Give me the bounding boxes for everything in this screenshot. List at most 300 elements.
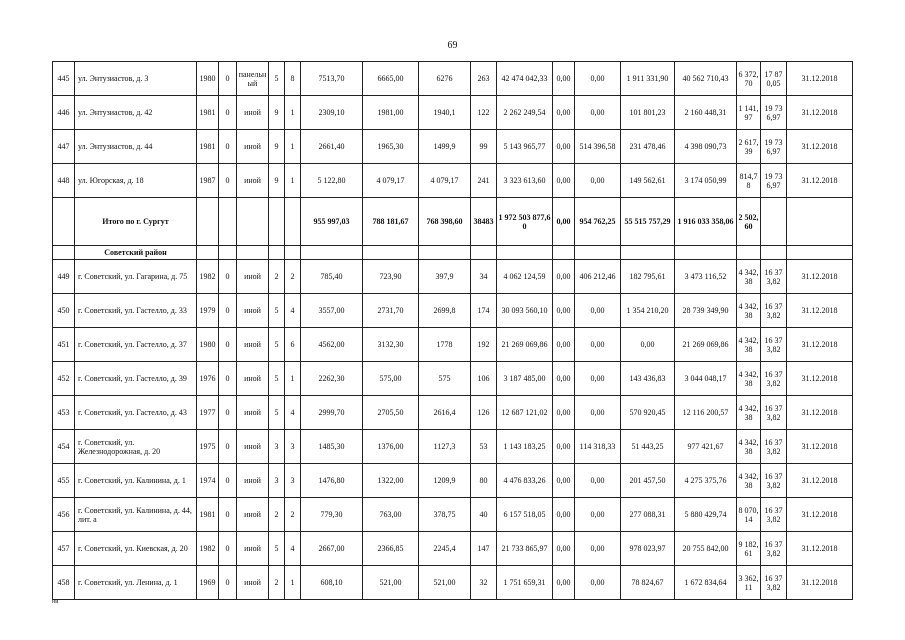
district-empty-cell xyxy=(497,246,553,260)
unit-cost-cell: 4 342,38 xyxy=(737,362,761,396)
wall-material-cell: иной xyxy=(237,260,269,294)
total-cost-cell: 1 143 183,25 xyxy=(497,430,553,464)
residential-area-cell: 4 079,17 xyxy=(363,164,419,198)
district-empty-cell xyxy=(269,246,285,260)
total-cost: 1 972 503 877,60 xyxy=(497,198,553,246)
fund-local-cell: 78 824,67 xyxy=(621,566,675,600)
entrances-cell: 4 xyxy=(285,294,301,328)
deadline-cell: 31.12.2018 xyxy=(787,532,853,566)
max-unit-cost-cell: 16 373,82 xyxy=(761,464,787,498)
total-label: Итого по г. Сургут xyxy=(75,198,197,246)
year-built-cell: 1980 xyxy=(197,62,219,96)
residents-cell: 147 xyxy=(471,532,497,566)
year-built-cell: 1987 xyxy=(197,164,219,198)
year-commissioned-cell: 0 xyxy=(219,498,237,532)
total-cost-cell: 4 476 833,26 xyxy=(497,464,553,498)
year-built-cell: 1977 xyxy=(197,396,219,430)
table-row xyxy=(53,96,853,130)
residential-area-cell: 521,00 xyxy=(363,566,419,600)
total-fund-4: 1 916 033 358,06 xyxy=(675,198,737,246)
private-area-cell: 397,9 xyxy=(419,260,471,294)
district-row xyxy=(53,246,853,260)
table-row xyxy=(53,130,853,164)
total-cost-cell: 30 093 560,10 xyxy=(497,294,553,328)
fund-local-cell: 201 457,50 xyxy=(621,464,675,498)
wall-material-cell: иной xyxy=(237,164,269,198)
max-unit-cost-cell: 19 736,97 xyxy=(761,96,787,130)
residents-cell: 80 xyxy=(471,464,497,498)
year-built-cell: 1982 xyxy=(197,260,219,294)
floors-cell: 9 xyxy=(269,164,285,198)
total-cost-cell: 3 323 613,60 xyxy=(497,164,553,198)
residents-cell: 53 xyxy=(471,430,497,464)
district-empty-cell xyxy=(197,246,219,260)
fund-owners-cell: 2 160 448,31 xyxy=(675,96,737,130)
fund-owners-cell: 4 275 375,76 xyxy=(675,464,737,498)
year-commissioned-cell: 0 xyxy=(219,260,237,294)
private-area-cell: 1499,9 xyxy=(419,130,471,164)
table-row xyxy=(53,566,853,600)
deadline-cell: 31.12.2018 xyxy=(787,566,853,600)
floors-cell: 5 xyxy=(269,362,285,396)
entrances-cell: 1 xyxy=(285,362,301,396)
row-number-cell: 456 xyxy=(53,498,75,532)
fund-owners-cell: 12 116 200,57 xyxy=(675,396,737,430)
fund-local-cell: 143 436,83 xyxy=(621,362,675,396)
deadline-cell: 31.12.2018 xyxy=(787,294,853,328)
private-area-cell: 1127,3 xyxy=(419,430,471,464)
floors-cell: 5 xyxy=(269,294,285,328)
table-row xyxy=(53,62,853,96)
row-number-cell: 453 xyxy=(53,396,75,430)
total-cost-cell: 5 143 965,77 xyxy=(497,130,553,164)
residential-area-cell: 1376,00 xyxy=(363,430,419,464)
unit-cost-cell: 4 342,38 xyxy=(737,260,761,294)
table-row xyxy=(53,532,853,566)
residents-cell: 40 xyxy=(471,498,497,532)
table-row xyxy=(53,498,853,532)
residents-cell: 263 xyxy=(471,62,497,96)
entrances-cell: 3 xyxy=(285,430,301,464)
wall-material-cell: иной xyxy=(237,328,269,362)
address-cell: г. Советский, ул. Калинина, д. 44, лит. а xyxy=(75,498,197,532)
private-area-cell: 2245,4 xyxy=(419,532,471,566)
entrances-cell: 1 xyxy=(285,96,301,130)
private-area-cell: 1940,1 xyxy=(419,96,471,130)
address-cell: г. Советский, ул. Калинина, д. 1 xyxy=(75,464,197,498)
private-area-cell: 1209,9 xyxy=(419,464,471,498)
row-number-cell: 452 xyxy=(53,362,75,396)
total-empty-cell xyxy=(237,198,269,246)
district-empty-cell xyxy=(219,246,237,260)
fund-federal-cell: 0,00 xyxy=(553,96,575,130)
year-commissioned-cell: 0 xyxy=(219,96,237,130)
deadline-cell: 31.12.2018 xyxy=(787,362,853,396)
district-empty-cell xyxy=(471,246,497,260)
floors-cell: 3 xyxy=(269,464,285,498)
entrances-cell: 6 xyxy=(285,328,301,362)
wall-material-cell: иной xyxy=(237,532,269,566)
fund-federal-cell: 0,00 xyxy=(553,396,575,430)
row-number-cell: 455 xyxy=(53,464,75,498)
residential-area-cell: 2366,85 xyxy=(363,532,419,566)
fund-local-cell: 978 023,97 xyxy=(621,532,675,566)
floors-cell: 5 xyxy=(269,328,285,362)
year-commissioned-cell: 0 xyxy=(219,396,237,430)
floors-cell: 2 xyxy=(269,260,285,294)
address-cell: г. Советский, ул. Гастелло, д. 39 xyxy=(75,362,197,396)
entrances-cell: 1 xyxy=(285,130,301,164)
deadline-cell: 31.12.2018 xyxy=(787,260,853,294)
unit-cost-cell: 1 141,97 xyxy=(737,96,761,130)
unit-cost-cell: 4 342,38 xyxy=(737,430,761,464)
entrances-cell: 1 xyxy=(285,566,301,600)
residents-cell: 174 xyxy=(471,294,497,328)
wall-material-cell: иной xyxy=(237,396,269,430)
residential-area-cell: 575,00 xyxy=(363,362,419,396)
residents-cell: 122 xyxy=(471,96,497,130)
total-unit-cost: 2 502,60 xyxy=(737,198,761,246)
total-empty-cell xyxy=(269,198,285,246)
unit-cost-cell: 4 342,38 xyxy=(737,294,761,328)
fund-regional-cell: 0,00 xyxy=(575,498,621,532)
district-empty-cell xyxy=(675,246,737,260)
fund-federal-cell: 0,00 xyxy=(553,294,575,328)
residential-area-cell: 1981,00 xyxy=(363,96,419,130)
total-area-cell: 2661,40 xyxy=(301,130,363,164)
table-row xyxy=(53,328,853,362)
total-cost-cell: 12 687 121,02 xyxy=(497,396,553,430)
row-number-cell: 449 xyxy=(53,260,75,294)
fund-local-cell: 182 795,61 xyxy=(621,260,675,294)
apartment-buildings-table xyxy=(52,61,853,600)
total-area-3: 768 398,60 xyxy=(419,198,471,246)
year-commissioned-cell: 0 xyxy=(219,566,237,600)
unit-cost-cell: 2 617,39 xyxy=(737,130,761,164)
residential-area-cell: 3132,30 xyxy=(363,328,419,362)
fund-local-cell: 231 478,46 xyxy=(621,130,675,164)
district-empty-cell xyxy=(575,246,621,260)
total-area-2: 788 181,67 xyxy=(363,198,419,246)
entrances-cell: 2 xyxy=(285,498,301,532)
fund-regional-cell: 0,00 xyxy=(575,328,621,362)
row-number-cell: 447 xyxy=(53,130,75,164)
total-cost-cell: 3 187 485,00 xyxy=(497,362,553,396)
fund-regional-cell: 0,00 xyxy=(575,362,621,396)
residential-area-cell: 763,00 xyxy=(363,498,419,532)
footer-mark: ни xyxy=(52,599,59,605)
row-number-cell: 450 xyxy=(53,294,75,328)
address-cell: г. Советский, ул. Киевская, д. 20 xyxy=(75,532,197,566)
total-row xyxy=(53,198,853,246)
district-empty-cell xyxy=(53,246,75,260)
entrances-cell: 1 xyxy=(285,164,301,198)
total-area-cell: 779,30 xyxy=(301,498,363,532)
floors-cell: 3 xyxy=(269,430,285,464)
residential-area-cell: 1322,00 xyxy=(363,464,419,498)
total-area-cell: 2262,30 xyxy=(301,362,363,396)
fund-regional-cell: 114 318,33 xyxy=(575,430,621,464)
fund-regional-cell: 0,00 xyxy=(575,62,621,96)
total-cost-cell: 42 474 042,33 xyxy=(497,62,553,96)
year-built-cell: 1981 xyxy=(197,130,219,164)
year-commissioned-cell: 0 xyxy=(219,362,237,396)
table-row xyxy=(53,430,853,464)
residents-cell: 126 xyxy=(471,396,497,430)
fund-owners-cell: 5 880 429,74 xyxy=(675,498,737,532)
year-commissioned-cell: 0 xyxy=(219,328,237,362)
fund-owners-cell: 4 398 090,73 xyxy=(675,130,737,164)
address-cell: г. Советский, ул. Гастелло, д. 43 xyxy=(75,396,197,430)
district-empty-cell xyxy=(787,246,853,260)
year-built-cell: 1979 xyxy=(197,294,219,328)
deadline-cell: 31.12.2018 xyxy=(787,130,853,164)
total-area-cell: 2999,70 xyxy=(301,396,363,430)
year-commissioned-cell: 0 xyxy=(219,62,237,96)
entrances-cell: 4 xyxy=(285,532,301,566)
deadline-cell: 31.12.2018 xyxy=(787,430,853,464)
total-area-1: 955 997,03 xyxy=(301,198,363,246)
district-empty-cell xyxy=(553,246,575,260)
unit-cost-cell: 4 342,38 xyxy=(737,464,761,498)
fund-local-cell: 570 920,45 xyxy=(621,396,675,430)
fund-local-cell: 101 801,23 xyxy=(621,96,675,130)
address-cell: г. Советский, ул. Ленина, д. 1 xyxy=(75,566,197,600)
residents-cell: 34 xyxy=(471,260,497,294)
fund-federal-cell: 0,00 xyxy=(553,498,575,532)
fund-federal-cell: 0,00 xyxy=(553,430,575,464)
year-commissioned-cell: 0 xyxy=(219,294,237,328)
address-cell: г. Советский, ул. Гастелло, д. 37 xyxy=(75,328,197,362)
residents-cell: 99 xyxy=(471,130,497,164)
max-unit-cost-cell: 16 373,82 xyxy=(761,430,787,464)
year-built-cell: 1980 xyxy=(197,328,219,362)
total-fund-2: 954 762,25 xyxy=(575,198,621,246)
floors-cell: 5 xyxy=(269,532,285,566)
fund-owners-cell: 977 421,67 xyxy=(675,430,737,464)
fund-owners-cell: 3 473 116,52 xyxy=(675,260,737,294)
total-empty-cell xyxy=(53,198,75,246)
deadline-cell: 31.12.2018 xyxy=(787,498,853,532)
fund-federal-cell: 0,00 xyxy=(553,532,575,566)
wall-material-cell: иной xyxy=(237,566,269,600)
row-number-cell: 457 xyxy=(53,532,75,566)
fund-regional-cell: 0,00 xyxy=(575,96,621,130)
district-empty-cell xyxy=(363,246,419,260)
fund-regional-cell: 0,00 xyxy=(575,532,621,566)
unit-cost-cell: 6 372,70 xyxy=(737,62,761,96)
max-unit-cost-cell: 16 373,82 xyxy=(761,532,787,566)
table-row xyxy=(53,464,853,498)
deadline-cell: 31.12.2018 xyxy=(787,396,853,430)
wall-material-cell: иной xyxy=(237,294,269,328)
row-number-cell: 448 xyxy=(53,164,75,198)
fund-local-cell: 0,00 xyxy=(621,328,675,362)
district-empty-cell xyxy=(621,246,675,260)
year-commissioned-cell: 0 xyxy=(219,130,237,164)
max-unit-cost-cell: 16 373,82 xyxy=(761,260,787,294)
row-number-cell: 454 xyxy=(53,430,75,464)
wall-material-cell: иной xyxy=(237,130,269,164)
year-built-cell: 1976 xyxy=(197,362,219,396)
total-empty-cell xyxy=(761,198,787,246)
address-cell: г. Советский, ул. Гастелло, д. 33 xyxy=(75,294,197,328)
total-cost-cell: 2 262 249,54 xyxy=(497,96,553,130)
entrances-cell: 3 xyxy=(285,464,301,498)
total-cost-cell: 21 269 069,86 xyxy=(497,328,553,362)
floors-cell: 2 xyxy=(269,566,285,600)
year-built-cell: 1969 xyxy=(197,566,219,600)
fund-owners-cell: 21 269 069,86 xyxy=(675,328,737,362)
wall-material-cell: иной xyxy=(237,96,269,130)
max-unit-cost-cell: 16 373,82 xyxy=(761,294,787,328)
private-area-cell: 521,00 xyxy=(419,566,471,600)
unit-cost-cell: 4 342,38 xyxy=(737,396,761,430)
district-empty-cell xyxy=(737,246,761,260)
entrances-cell: 4 xyxy=(285,396,301,430)
address-cell: ул. Энтузиастов, д. 3 xyxy=(75,62,197,96)
wall-material-cell: иной xyxy=(237,464,269,498)
unit-cost-cell: 3 362,11 xyxy=(737,566,761,600)
total-area-cell: 1476,80 xyxy=(301,464,363,498)
fund-local-cell: 1 354 210,20 xyxy=(621,294,675,328)
total-cost-cell: 21 733 865,97 xyxy=(497,532,553,566)
private-area-cell: 6276 xyxy=(419,62,471,96)
table-body-surgut xyxy=(53,62,853,198)
fund-federal-cell: 0,00 xyxy=(553,566,575,600)
page-number: 69 xyxy=(447,40,458,51)
fund-federal-cell: 0,00 xyxy=(553,260,575,294)
total-area-cell: 785,40 xyxy=(301,260,363,294)
district-empty-cell xyxy=(761,246,787,260)
max-unit-cost-cell: 16 373,82 xyxy=(761,362,787,396)
fund-regional-cell: 0,00 xyxy=(575,294,621,328)
private-area-cell: 2616,4 xyxy=(419,396,471,430)
total-empty-cell xyxy=(787,198,853,246)
entrances-cell: 2 xyxy=(285,260,301,294)
fund-local-cell: 51 443,25 xyxy=(621,430,675,464)
table-total xyxy=(53,198,853,260)
table-row xyxy=(53,362,853,396)
address-cell: г. Советский, ул. Гагарина, д. 75 xyxy=(75,260,197,294)
deadline-cell: 31.12.2018 xyxy=(787,96,853,130)
table-row xyxy=(53,396,853,430)
unit-cost-cell: 9 182,61 xyxy=(737,532,761,566)
address-cell: ул. Энтузиастов, д. 42 xyxy=(75,96,197,130)
max-unit-cost-cell: 16 373,82 xyxy=(761,566,787,600)
year-built-cell: 1981 xyxy=(197,96,219,130)
table-row xyxy=(53,260,853,294)
total-empty-cell xyxy=(197,198,219,246)
private-area-cell: 2699,8 xyxy=(419,294,471,328)
wall-material-cell: панельный xyxy=(237,62,269,96)
residents-cell: 32 xyxy=(471,566,497,600)
private-area-cell: 575 xyxy=(419,362,471,396)
private-area-cell: 378,75 xyxy=(419,498,471,532)
total-area-cell: 4562,00 xyxy=(301,328,363,362)
address-cell: ул. Энтузиастов, д. 44 xyxy=(75,130,197,164)
year-commissioned-cell: 0 xyxy=(219,430,237,464)
fund-federal-cell: 0,00 xyxy=(553,464,575,498)
year-built-cell: 1982 xyxy=(197,532,219,566)
address-cell: ул. Югорская, д. 18 xyxy=(75,164,197,198)
unit-cost-cell: 4 342,38 xyxy=(737,328,761,362)
total-area-cell: 608,10 xyxy=(301,566,363,600)
year-commissioned-cell: 0 xyxy=(219,532,237,566)
fund-local-cell: 1 911 331,90 xyxy=(621,62,675,96)
fund-owners-cell: 1 672 834,64 xyxy=(675,566,737,600)
total-empty-cell xyxy=(219,198,237,246)
row-number-cell: 445 xyxy=(53,62,75,96)
entrances-cell: 8 xyxy=(285,62,301,96)
year-built-cell: 1975 xyxy=(197,430,219,464)
floors-cell: 2 xyxy=(269,498,285,532)
table-row xyxy=(53,164,853,198)
residential-area-cell: 2705,50 xyxy=(363,396,419,430)
fund-federal-cell: 0,00 xyxy=(553,62,575,96)
deadline-cell: 31.12.2018 xyxy=(787,328,853,362)
floors-cell: 9 xyxy=(269,96,285,130)
wall-material-cell: иной xyxy=(237,362,269,396)
district-label: Советский район xyxy=(75,246,197,260)
total-area-cell: 3557,00 xyxy=(301,294,363,328)
residential-area-cell: 2731,70 xyxy=(363,294,419,328)
total-area-cell: 1485,30 xyxy=(301,430,363,464)
max-unit-cost-cell: 16 373,82 xyxy=(761,396,787,430)
residents-cell: 106 xyxy=(471,362,497,396)
fund-owners-cell: 3 174 050,99 xyxy=(675,164,737,198)
fund-owners-cell: 40 562 710,43 xyxy=(675,62,737,96)
unit-cost-cell: 814,78 xyxy=(737,164,761,198)
floors-cell: 5 xyxy=(269,396,285,430)
fund-local-cell: 149 562,61 xyxy=(621,164,675,198)
fund-regional-cell: 514 396,58 xyxy=(575,130,621,164)
total-cost-cell: 4 062 124,59 xyxy=(497,260,553,294)
district-empty-cell xyxy=(301,246,363,260)
year-built-cell: 1974 xyxy=(197,464,219,498)
fund-regional-cell: 406 212,46 xyxy=(575,260,621,294)
total-residents: 38483 xyxy=(471,198,497,246)
residents-cell: 241 xyxy=(471,164,497,198)
residential-area-cell: 723,90 xyxy=(363,260,419,294)
fund-federal-cell: 0,00 xyxy=(553,130,575,164)
fund-regional-cell: 0,00 xyxy=(575,164,621,198)
wall-material-cell: иной xyxy=(237,430,269,464)
district-empty-cell xyxy=(419,246,471,260)
unit-cost-cell: 8 070,14 xyxy=(737,498,761,532)
fund-owners-cell: 20 755 842,00 xyxy=(675,532,737,566)
max-unit-cost-cell: 16 373,82 xyxy=(761,498,787,532)
wall-material-cell: иной xyxy=(237,498,269,532)
max-unit-cost-cell: 19 736,97 xyxy=(761,130,787,164)
fund-local-cell: 277 088,31 xyxy=(621,498,675,532)
fund-regional-cell: 0,00 xyxy=(575,464,621,498)
fund-owners-cell: 3 044 048,17 xyxy=(675,362,737,396)
fund-regional-cell: 0,00 xyxy=(575,566,621,600)
row-number-cell: 446 xyxy=(53,96,75,130)
fund-federal-cell: 0,00 xyxy=(553,164,575,198)
district-empty-cell xyxy=(285,246,301,260)
residential-area-cell: 1965,30 xyxy=(363,130,419,164)
total-area-cell: 2667,00 xyxy=(301,532,363,566)
deadline-cell: 31.12.2018 xyxy=(787,164,853,198)
table-body-sovetsky xyxy=(53,260,853,600)
total-area-cell: 5 122,80 xyxy=(301,164,363,198)
deadline-cell: 31.12.2018 xyxy=(787,62,853,96)
residential-area-cell: 6665,00 xyxy=(363,62,419,96)
private-area-cell: 1778 xyxy=(419,328,471,362)
fund-federal-cell: 0,00 xyxy=(553,362,575,396)
